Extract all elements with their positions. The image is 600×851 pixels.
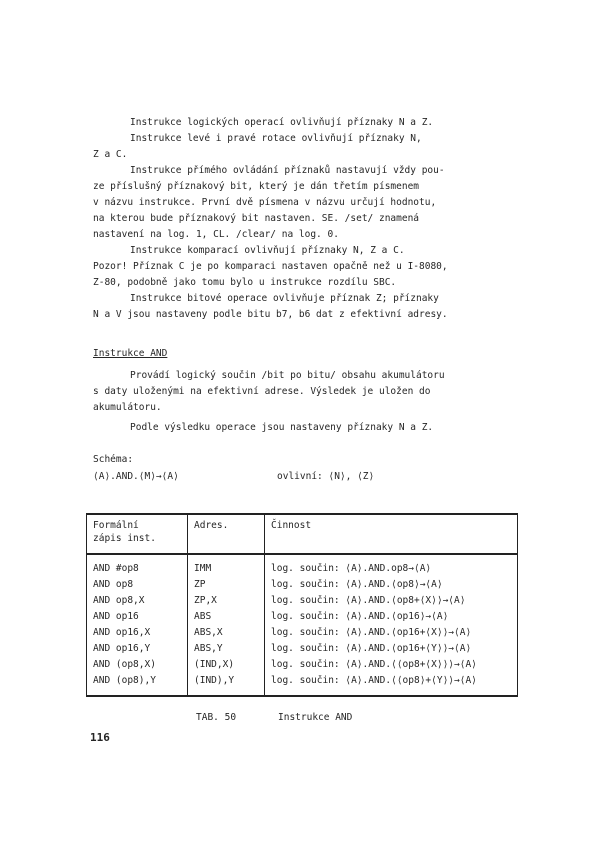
cell-activity: log. součin: ⟨A⟩.AND.op8→⟨A⟩ (265, 554, 518, 577)
paragraph-line: ze příslušný příznakový bit, který je dán třetím písmenem (93, 181, 420, 192)
header-syntax (87, 514, 188, 554)
paragraph-line: nastavení na log. 1, CL. /clear/ na log. 0. (93, 229, 339, 240)
cell-syntax: AND #op8 (87, 554, 188, 577)
cell-activity: log. součin: ⟨A⟩.AND.⟨op8+⟨X⟩⟩→⟨A⟩ (265, 593, 518, 609)
cell-addressing: ZP (188, 577, 265, 593)
paragraph-line: Instrukce bitové operace ovlivňuje příznak Z; příznaky (130, 293, 439, 304)
header-addressing: Adres. (188, 514, 265, 554)
section-heading: Instrukce AND (93, 348, 168, 359)
schema-formula: ⟨A⟩.AND.⟨M⟩→⟨A⟩ (93, 471, 179, 482)
paragraph-line: Instrukce přímého ovládání příznaků nastavují vždy pou- (130, 165, 445, 176)
paragraph-line: Instrukce komparací ovlivňují příznaky N, Z a C. (130, 245, 405, 256)
header-syntax-line: Formální (93, 520, 139, 531)
header-activity: Činnost (265, 514, 518, 554)
cell-activity: log. součin: ⟨A⟩.AND.⟨op8⟩→⟨A⟩ (265, 577, 518, 593)
cell-addressing: ABS,Y (188, 641, 265, 657)
cell-addressing: ZP,X (188, 593, 265, 609)
table-row (87, 609, 518, 625)
table-row (87, 641, 518, 657)
cell-activity: log. součin: ⟨A⟩.AND.⟨⟨op8⟩+⟨Y⟩⟩→⟨A⟩ (265, 673, 518, 696)
table-row (87, 593, 518, 609)
paragraph-line: Podle výsledku operace jsou nastaveny příznaky N a Z. (130, 422, 434, 433)
table-row (87, 625, 518, 641)
table-caption-id: TAB. 50 (196, 712, 237, 723)
cell-syntax: AND op16,Y (87, 641, 188, 657)
paragraph-line: N a V jsou nastaveny podle bitu b7, b6 dat z efektivní adresy. (93, 309, 448, 320)
cell-activity: log. součin: ⟨A⟩.AND.⟨op16⟩→⟨A⟩ (265, 609, 518, 625)
table-row (87, 554, 518, 577)
cell-activity: log. součin: ⟨A⟩.AND.⟨⟨op8+⟨X⟩⟩⟩→⟨A⟩ (265, 657, 518, 673)
page-number: 116 (90, 731, 110, 744)
table-header-row (87, 514, 518, 554)
schema-affects: ovlivní: ⟨N⟩, ⟨Z⟩ (277, 471, 375, 482)
paragraph-line: akumulátoru. (93, 402, 162, 413)
cell-addressing: IMM (188, 554, 265, 577)
paragraph-line: Instrukce logických operací ovlivňují příznaky N a Z. (130, 117, 434, 128)
section-text (93, 368, 513, 436)
table-row (87, 577, 518, 593)
table-row (87, 673, 518, 696)
paragraph-line: Instrukce levé i pravé rotace ovlivňují příznaky N, (130, 133, 422, 144)
intro-text (93, 115, 513, 323)
paragraph-line: v názvu instrukce. První dvě písmena v názvu určují hodnotu, (93, 197, 437, 208)
cell-syntax: AND (op8),Y (87, 673, 188, 696)
cell-syntax: AND (op8,X) (87, 657, 188, 673)
cell-activity: log. součin: ⟨A⟩.AND.⟨op16+⟨X⟩⟩→⟨A⟩ (265, 625, 518, 641)
instruction-table (86, 513, 518, 697)
cell-addressing: (IND),Y (188, 673, 265, 696)
cell-addressing: (IND,X) (188, 657, 265, 673)
cell-addressing: ABS (188, 609, 265, 625)
cell-activity: log. součin: ⟨A⟩.AND.⟨op16+⟨Y⟩⟩→⟨A⟩ (265, 641, 518, 657)
cell-addressing: ABS,X (188, 625, 265, 641)
paragraph-line: s daty uloženými na efektivní adrese. Výsledek je uložen do (93, 386, 431, 397)
header-syntax-line: zápis inst. (93, 533, 156, 544)
cell-syntax: AND op8,X (87, 593, 188, 609)
cell-syntax: AND op16 (87, 609, 188, 625)
paragraph-line: na kterou bude příznakový bit nastaven. SE. /set/ znamená (93, 213, 420, 224)
table-caption-text: Instrukce AND (278, 712, 353, 723)
paragraph-line: Z-80, podobně jako tomu bylo u instrukce rozdílu SBC. (93, 277, 397, 288)
table-row (87, 657, 518, 673)
paragraph-line: Pozor! Příznak C je po komparaci nastaven opačně než u I-8080, (93, 261, 448, 272)
cell-syntax: AND op16,X (87, 625, 188, 641)
paragraph-line: Z a C. (93, 149, 128, 160)
schema-label: Schéma: (93, 454, 134, 465)
cell-syntax: AND op8 (87, 577, 188, 593)
paragraph-line: Provádí logický součin /bit po bitu/ obsahu akumulátoru (130, 370, 445, 381)
